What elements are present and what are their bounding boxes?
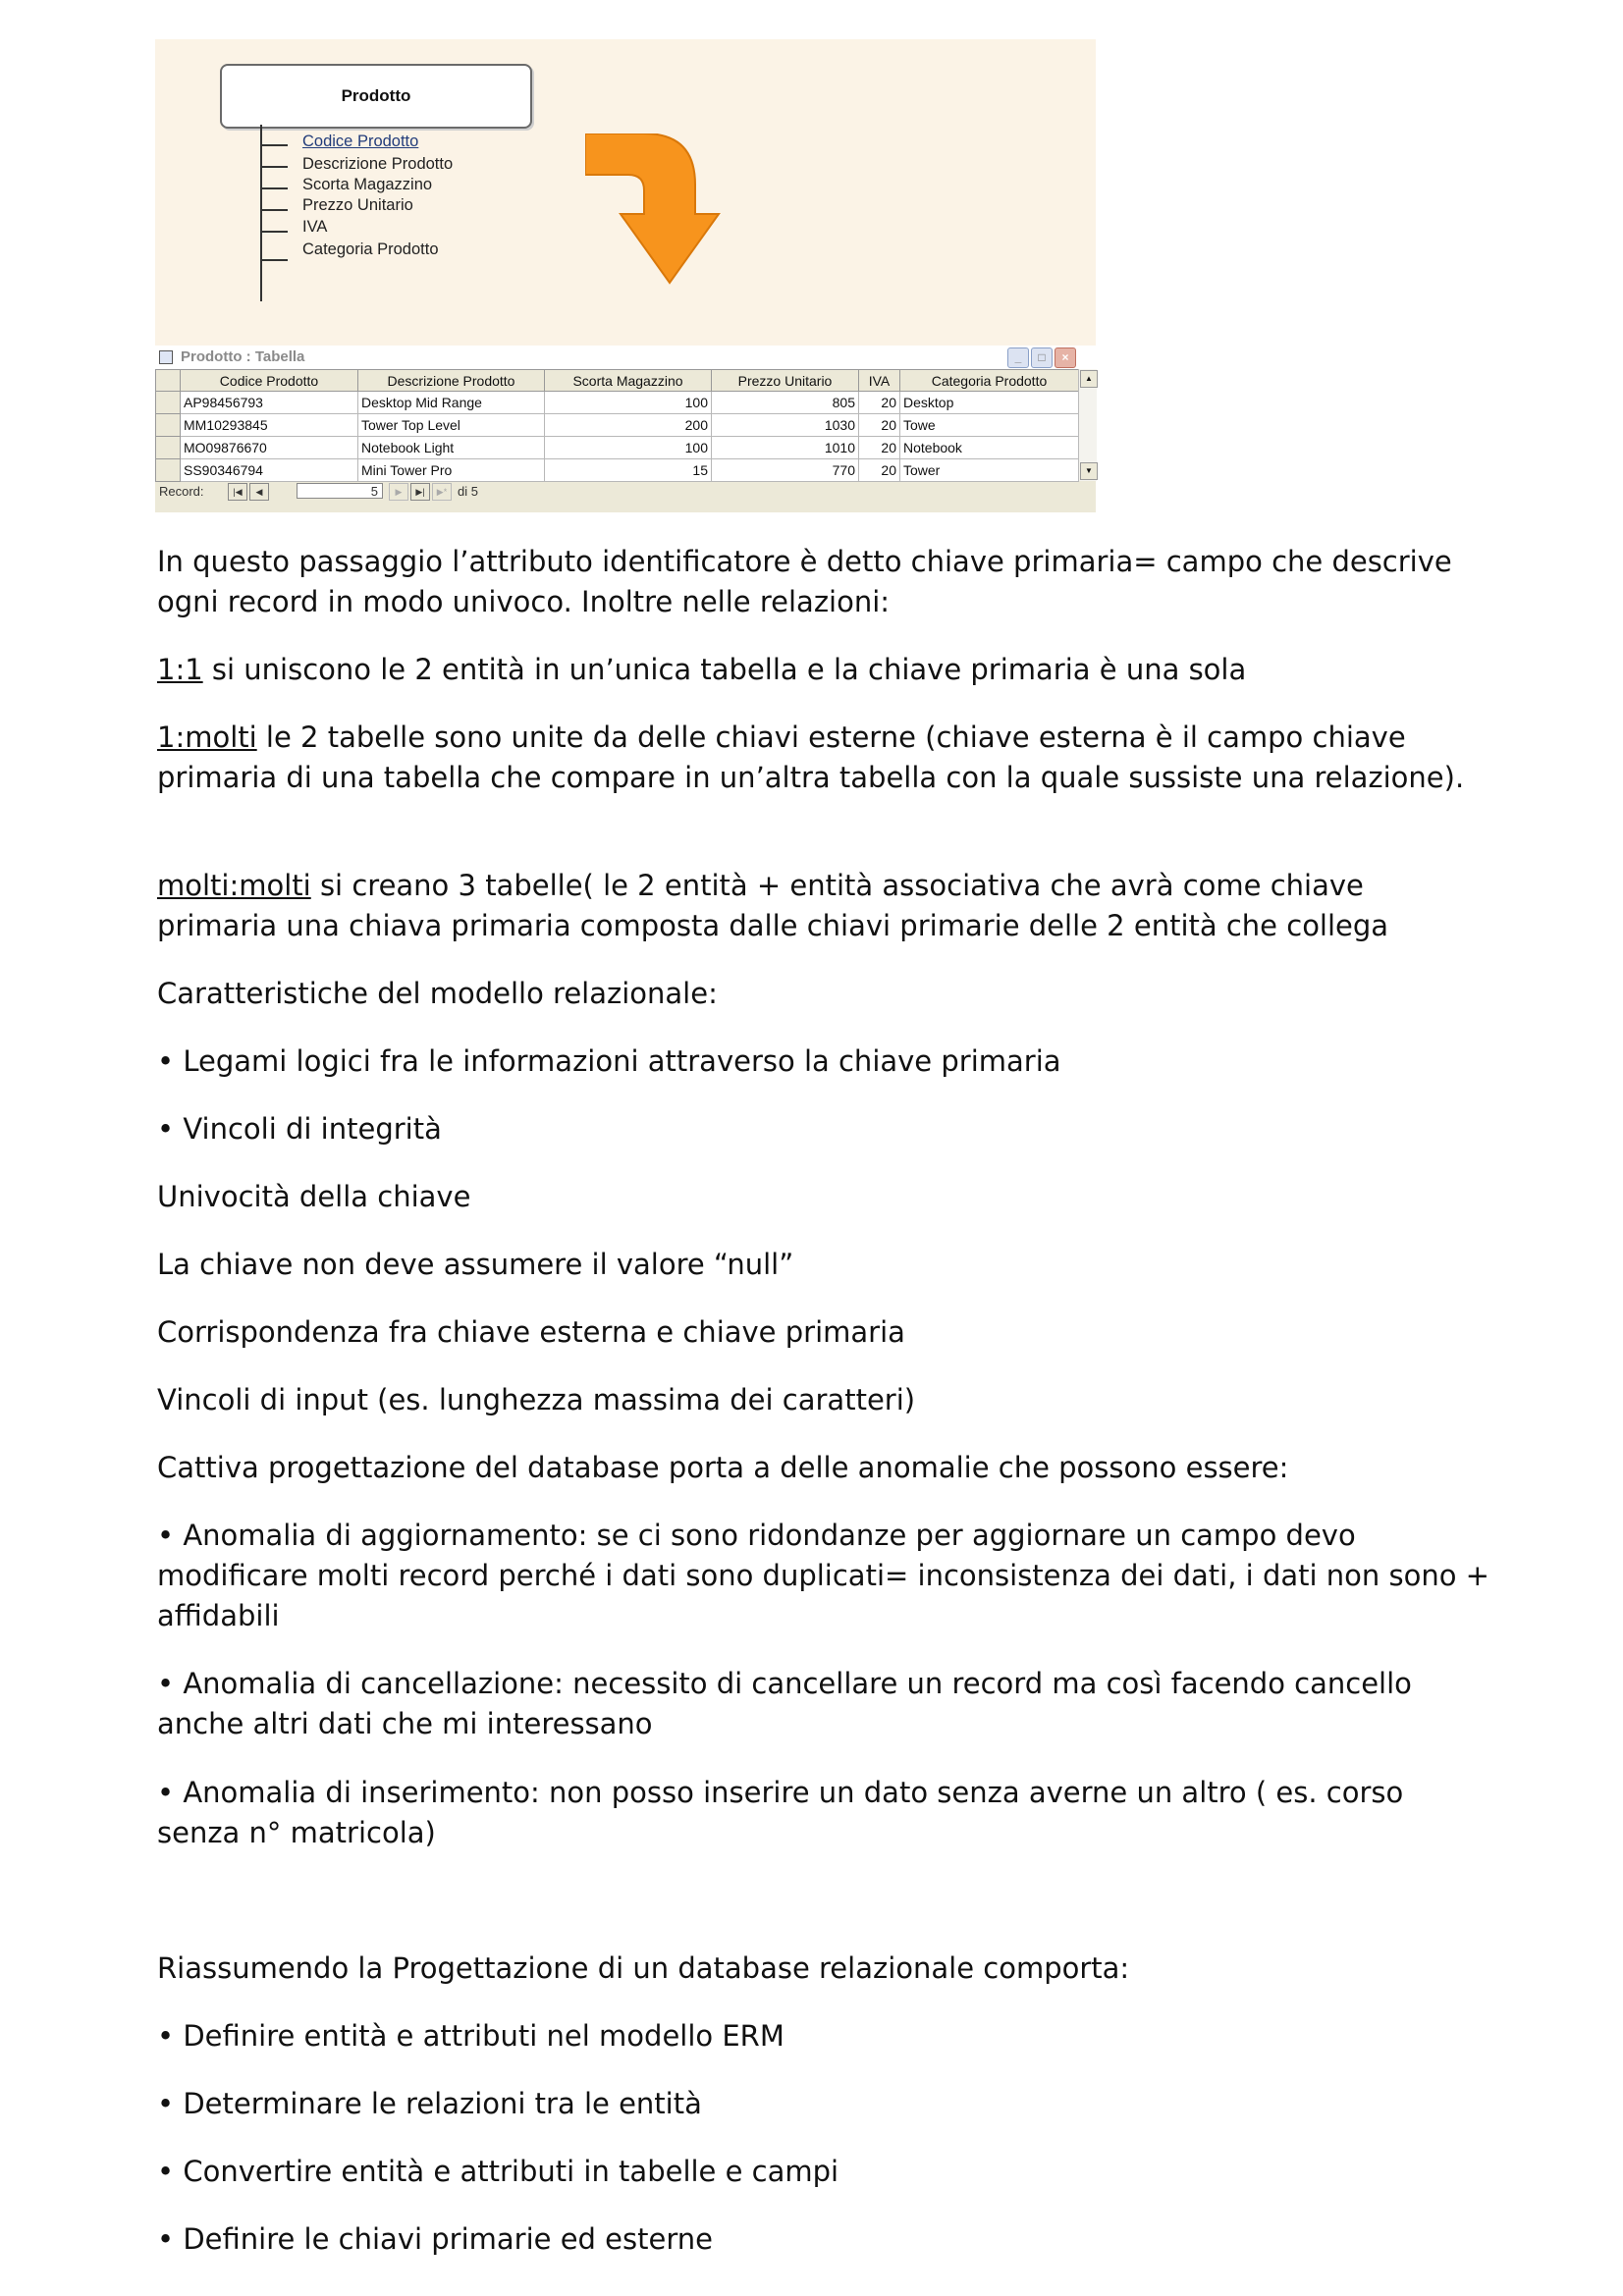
data-table [155, 369, 1079, 482]
bullet-item [157, 1041, 1492, 1082]
figure-er-to-table [155, 39, 1096, 512]
table-cell[interactable]: 200 [545, 414, 712, 437]
tree-branch [260, 166, 288, 168]
table-cell[interactable]: Tower [900, 459, 1079, 482]
bullet-item [157, 1664, 1492, 1744]
paragraph-text: • Anomalia di inserimento: non posso inserire un dato senza averne un altro ( es. corso senza n° matricola) [157, 1776, 1404, 1849]
tree-branch [260, 187, 288, 189]
table-row[interactable] [156, 459, 1079, 482]
table-icon [159, 350, 173, 364]
paragraph [157, 1312, 1492, 1353]
scroll-up-icon[interactable]: ▲ [1080, 370, 1098, 388]
curved-arrow-icon [585, 133, 762, 291]
paragraph [157, 1380, 1492, 1420]
paragraph-relation-1-molti [157, 718, 1492, 798]
paragraph-text: • Anomalia di cancellazione: necessito di cancellare un record ma così facendo cancello anche altri dati che mi interessano [157, 1667, 1412, 1740]
column-header[interactable]: Prezzo Unitario [712, 370, 859, 392]
table-cell[interactable]: 15 [545, 459, 712, 482]
bullet-item [157, 1773, 1492, 1853]
table-cell[interactable]: AP98456793 [181, 392, 358, 414]
tree-branch [260, 259, 288, 261]
table-cell[interactable]: 20 [859, 437, 900, 459]
bullet-item [157, 2219, 1492, 2260]
paragraph [157, 974, 1492, 1014]
paragraph-text: Caratteristiche del modello relazionale: [157, 977, 718, 1010]
row-selector[interactable] [156, 392, 181, 414]
table-cell[interactable]: 1010 [712, 437, 859, 459]
paragraph-text: Vincoli di input (es. lunghezza massima dei caratteri) [157, 1383, 916, 1416]
tree-trunk [260, 125, 262, 301]
paragraph-text: si creano 3 tabelle( le 2 entità + entità associativa che avrà come chiave primaria una chiava primaria composta dalle chiavi primarie delle 2 entità che collega [157, 869, 1389, 942]
table-row[interactable] [156, 437, 1079, 459]
attribute: IVA [302, 218, 328, 236]
table-cell[interactable]: 20 [859, 392, 900, 414]
bullet-item [157, 2152, 1492, 2192]
window-titlebar [155, 346, 1096, 369]
column-header[interactable]: IVA [859, 370, 900, 392]
table-cell[interactable]: Tower Top Level [358, 414, 545, 437]
close-icon[interactable]: × [1055, 347, 1076, 368]
row-selector-header [156, 370, 181, 392]
paragraph [157, 542, 1492, 622]
paragraph-text: • Legami logici fra le informazioni attraverso la chiave primaria [157, 1044, 1061, 1078]
table-cell[interactable]: Desktop [900, 392, 1079, 414]
paragraph [157, 1245, 1492, 1285]
paragraph [157, 866, 1492, 946]
paragraph-text: Univocità della chiave [157, 1180, 471, 1213]
paragraph [157, 1448, 1492, 1488]
attribute: Descrizione Prodotto [302, 155, 454, 173]
table-cell[interactable]: 100 [545, 392, 712, 414]
table-cell[interactable]: Notebook Light [358, 437, 545, 459]
table-cell[interactable]: MM10293845 [181, 414, 358, 437]
scroll-down-icon[interactable]: ▼ [1080, 462, 1098, 480]
paragraph-text: • Convertire entità e attributi in tabelle e campi [157, 2155, 839, 2188]
column-header[interactable]: Descrizione Prodotto [358, 370, 545, 392]
attribute: Categoria Prodotto [302, 240, 439, 258]
row-selector[interactable] [156, 414, 181, 437]
record-label: Record: [159, 484, 204, 499]
new-record-icon[interactable]: ▶* [432, 483, 452, 501]
table-cell[interactable]: Desktop Mid Range [358, 392, 545, 414]
bullet-item [157, 1109, 1492, 1149]
table-cell[interactable]: Mini Tower Pro [358, 459, 545, 482]
paragraph-text: Corrispondenza fra chiave esterna e chiave primaria [157, 1315, 905, 1349]
record-total: di 5 [458, 484, 478, 499]
window-title: Prodotto : Tabella [181, 348, 305, 365]
table-cell[interactable]: SS90346794 [181, 459, 358, 482]
term-molti-molti: molti:molti [157, 869, 311, 902]
table-row[interactable] [156, 414, 1079, 437]
paragraph [157, 1177, 1492, 1217]
paragraph-text: • Definire le chiavi primarie ed esterne [157, 2222, 713, 2256]
record-number-field[interactable]: 5 [297, 483, 383, 499]
term-1-molti: 1:molti [157, 721, 257, 754]
table-cell[interactable]: 100 [545, 437, 712, 459]
last-record-icon[interactable]: ▶| [410, 483, 430, 501]
vertical-scrollbar[interactable] [1078, 369, 1097, 481]
table-row[interactable] [156, 392, 1079, 414]
entity-name: Prodotto [341, 86, 411, 105]
paragraph [157, 650, 1492, 690]
paragraph-text: • Anomalia di aggiornamento: se ci sono ridondanze per aggiornare un campo devo modificare molti record perché i dati sono duplicati= inconsistenza dei dati, i dati non sono + affidabili [157, 1519, 1489, 1632]
table-cell[interactable]: 20 [859, 459, 900, 482]
paragraph-text: Cattiva progettazione del database porta a delle anomalie che possono essere: [157, 1451, 1289, 1484]
bullet-item [157, 1516, 1492, 1636]
column-header[interactable]: Scorta Magazzino [545, 370, 712, 392]
column-header[interactable]: Codice Prodotto [181, 370, 358, 392]
paragraph-text: • Vincoli di integrità [157, 1112, 442, 1146]
tree-branch [260, 144, 288, 146]
first-record-icon[interactable]: |◀ [228, 483, 247, 501]
previous-record-icon[interactable]: ◀ [249, 483, 269, 501]
attribute: Prezzo Unitario [302, 196, 413, 214]
table-cell[interactable]: Notebook [900, 437, 1079, 459]
table-cell[interactable]: 20 [859, 414, 900, 437]
paragraph-relation-molti-molti [157, 866, 1492, 946]
tree-branch [260, 231, 288, 233]
table-header-row [156, 370, 1079, 392]
paragraph-relation-1-1 [157, 650, 1492, 690]
paragraph-text: La chiave non deve assumere il valore “null” [157, 1248, 794, 1281]
table-window [155, 346, 1096, 512]
paragraph-text: • Determinare le relazioni tra le entità [157, 2087, 702, 2120]
row-selector[interactable] [156, 437, 181, 459]
column-header[interactable]: Categoria Prodotto [900, 370, 1079, 392]
table-cell[interactable]: 805 [712, 392, 859, 414]
table-cell[interactable]: 770 [712, 459, 859, 482]
minimize-icon[interactable]: _ [1007, 347, 1029, 368]
paragraph-text: In questo passaggio l’attributo identificatore è detto chiave primaria= campo che descrive ogni record in modo univoco. Inoltre nelle relazioni: [157, 545, 1452, 618]
paragraph-text: si uniscono le 2 entità in un’unica tabella e la chiave primaria è una sola [202, 653, 1247, 686]
record-navigator [155, 481, 1096, 503]
bullet-item [157, 2016, 1492, 2056]
table-cell[interactable]: MO09876670 [181, 437, 358, 459]
paragraph-text: le 2 tabelle sono unite da delle chiavi esterne (chiave esterna è il campo chiave primaria di una tabella che compare in un’altra tabella con la quale sussiste una relazione). [157, 721, 1465, 794]
attribute: Scorta Magazzino [302, 176, 433, 193]
paragraph [157, 1949, 1492, 1989]
row-selector[interactable] [156, 459, 181, 482]
paragraph [157, 718, 1492, 798]
bullet-item [157, 2084, 1492, 2124]
maximize-icon[interactable]: □ [1031, 347, 1053, 368]
paragraph-text: • Definire entità e attributi nel modello ERM [157, 2019, 784, 2053]
paragraph-text: Riassumendo la Progettazione di un database relazionale comporta: [157, 1951, 1130, 1985]
tree-branch [260, 209, 288, 211]
attribute-key: Codice Prodotto [302, 133, 419, 150]
table-cell[interactable]: Towe [900, 414, 1079, 437]
term-1-1: 1:1 [157, 653, 203, 686]
next-record-icon[interactable]: ▶ [389, 483, 408, 501]
table-cell[interactable]: 1030 [712, 414, 859, 437]
entity-box [220, 64, 532, 129]
